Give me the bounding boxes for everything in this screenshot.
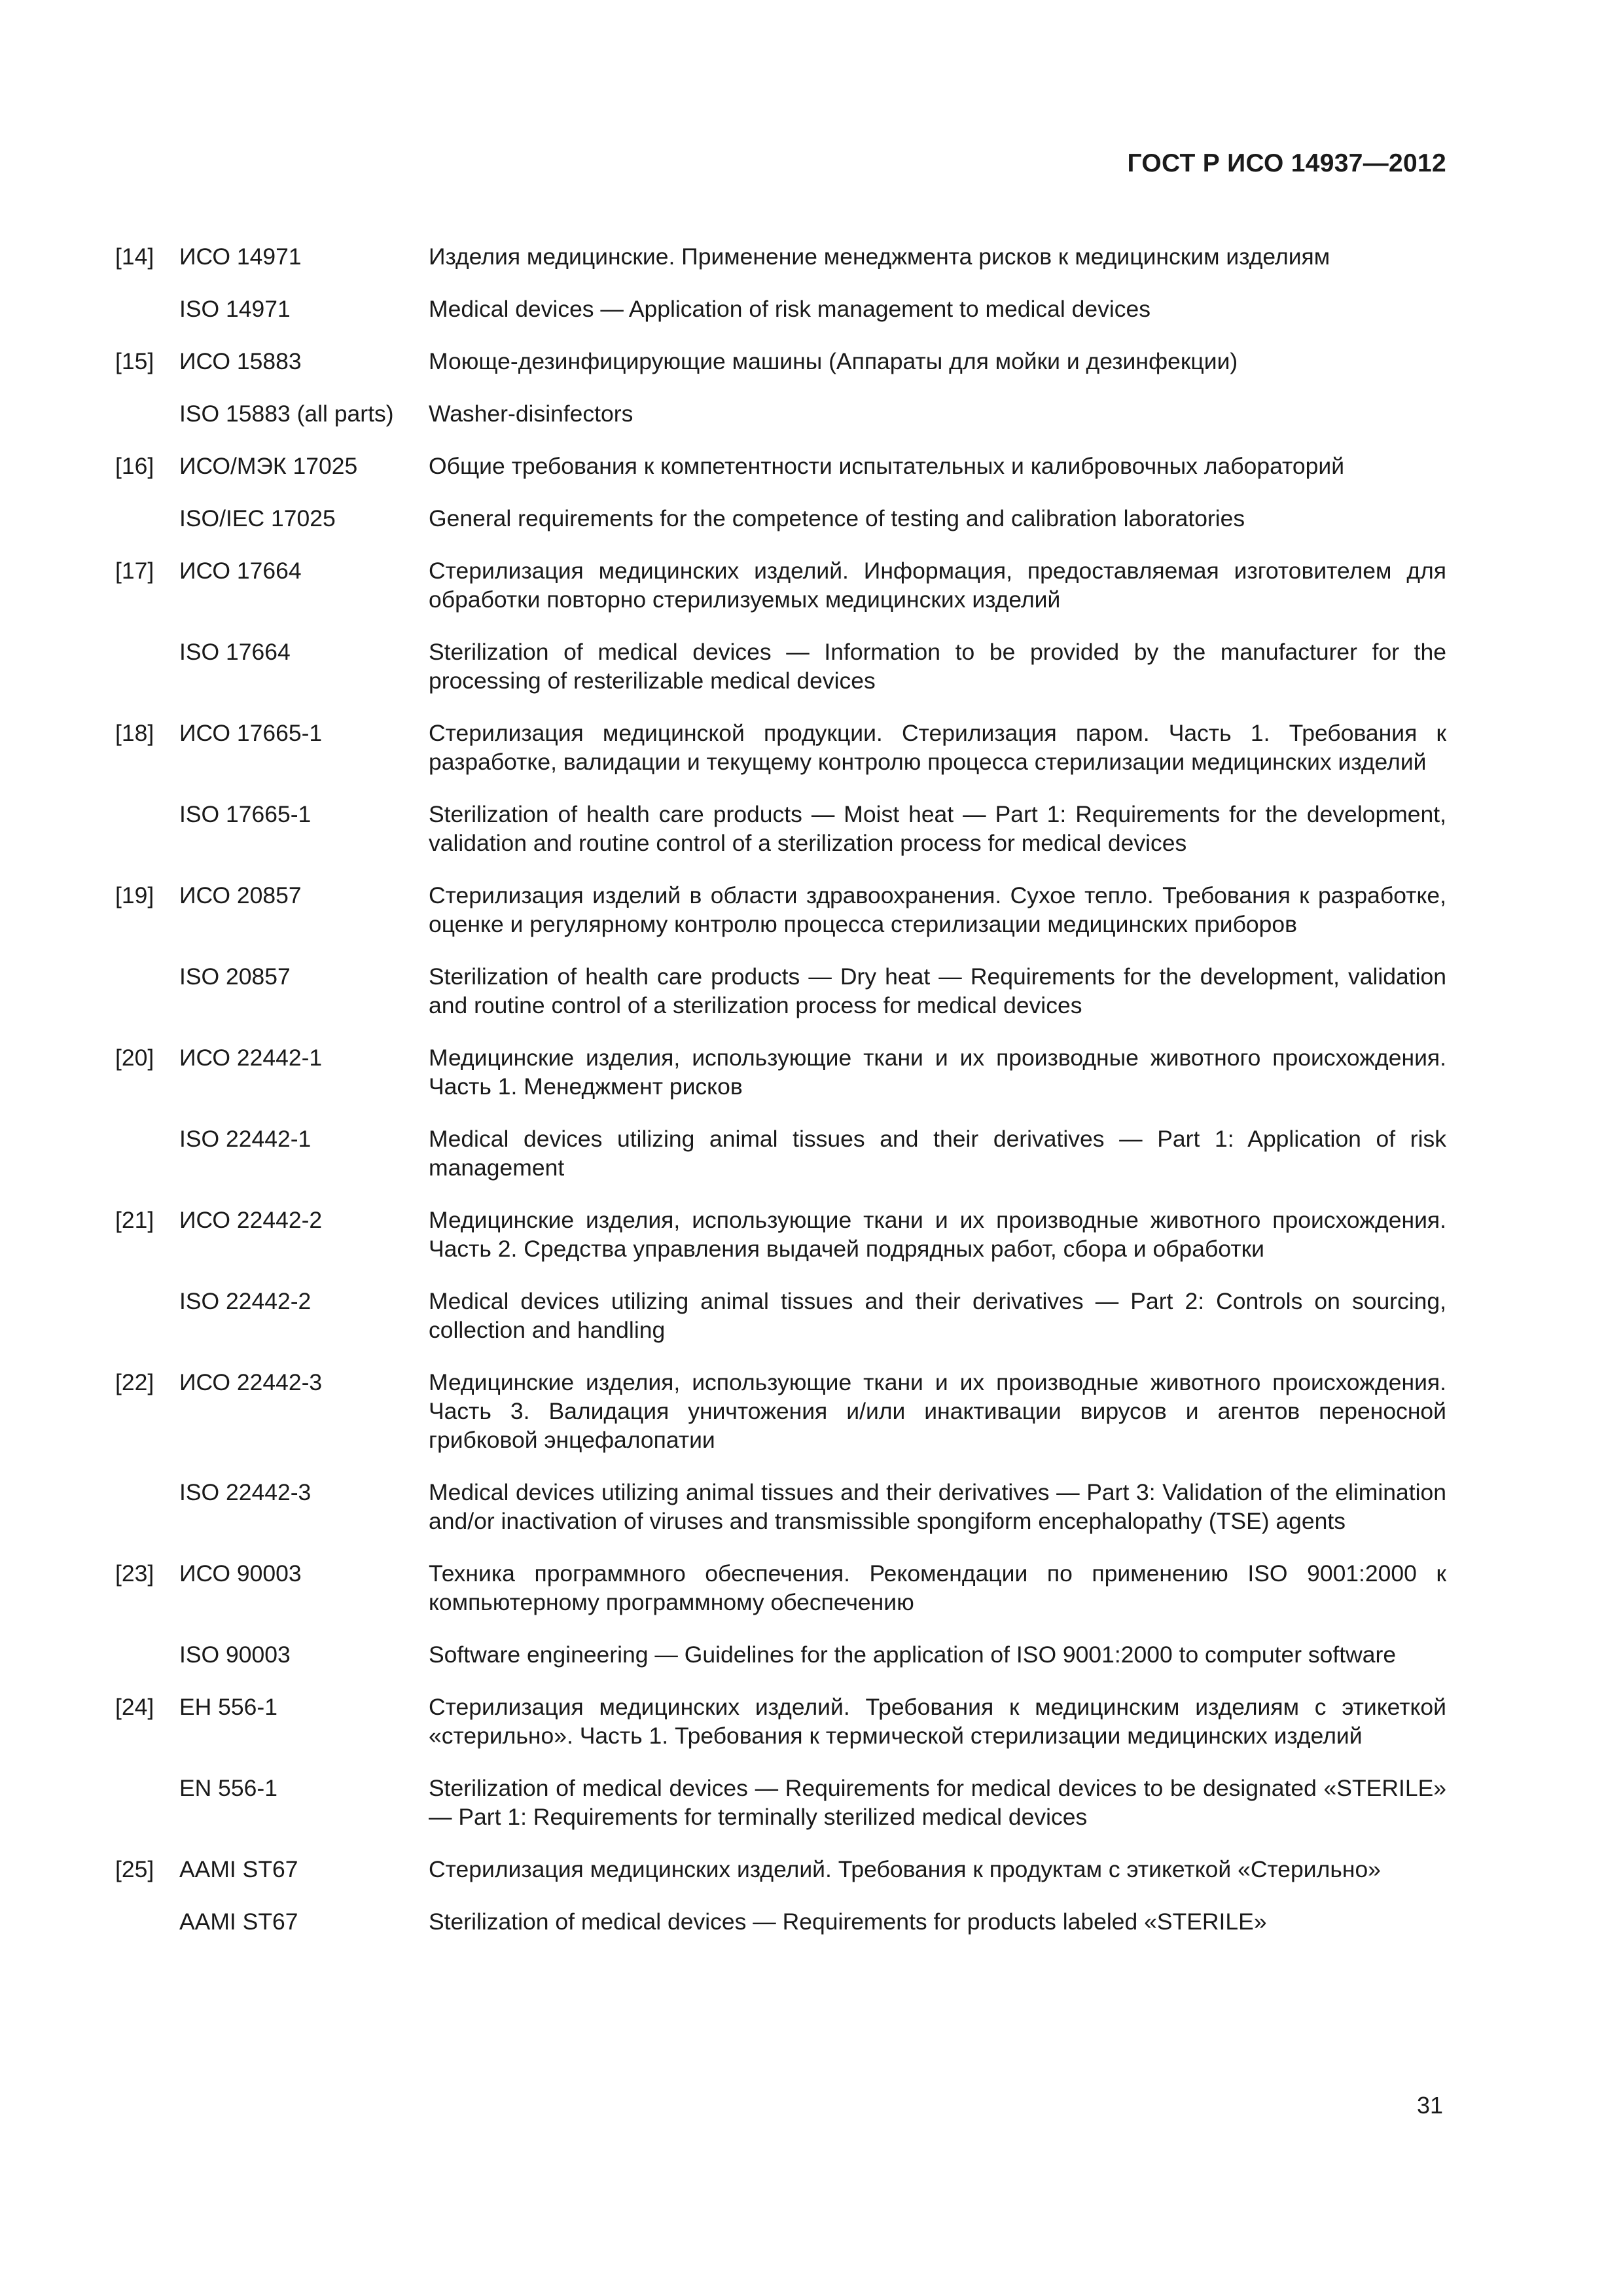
reference-number: [24] xyxy=(115,1694,154,1720)
reference-number: [17] xyxy=(115,558,154,584)
reference-row xyxy=(115,295,1446,323)
reference-number: [22] xyxy=(115,1369,154,1395)
reference-title: Стерилизация медицинской продукции. Стерилизация паром. Часть 1. Требования к разработке, валидации и текущему контролю процесса стерилизации медицинских изделий xyxy=(429,720,1446,775)
reference-row xyxy=(115,1368,1446,1454)
reference-number: [16] xyxy=(115,453,154,479)
reference-title: Стерилизация медицинских изделий. Информация, предоставляемая изготовителем для обработки повторно стерилизуемых медицинских изделий xyxy=(429,558,1446,613)
reference-title: Моюще-дезинфицирующие машины (Аппараты для мойки и дезинфекции) xyxy=(429,348,1238,374)
reference-code: ИСО 22442-2 xyxy=(179,1207,323,1233)
reference-title: Стерилизация медицинских изделий. Требования к медицинским изделиям с этикеткой «стерильно». Часть 1. Требования к термической стерилизации медицинских изделий xyxy=(429,1694,1446,1749)
reference-number: [14] xyxy=(115,243,154,270)
reference-title: Washer-disinfectors xyxy=(429,401,633,427)
reference-title: Sterilization of health care products — Moist heat — Part 1: Requirements for the development, validation and routine control of a sterilization process for medical devices xyxy=(429,801,1446,856)
reference-number: [15] xyxy=(115,348,154,374)
reference-code: ISO 22442-3 xyxy=(179,1479,312,1505)
reference-title: Software engineering — Guidelines for the application of ISO 9001:2000 to computer software xyxy=(429,1641,1397,1668)
reference-code: ИСО 17664 xyxy=(179,558,302,584)
reference-code: ISO 90003 xyxy=(179,1641,291,1668)
reference-title: Sterilization of health care products — Dry heat — Requirements for the development, validation and routine control of a sterilization process for medical devices xyxy=(429,963,1446,1018)
reference-code: ИСО 22442-3 xyxy=(179,1369,323,1395)
reference-title: General requirements for the competence of testing and calibration laboratories xyxy=(429,505,1245,531)
reference-row xyxy=(115,1774,1446,1831)
reference-code: ISO 15883 (all parts) xyxy=(179,401,394,427)
reference-title: Sterilization of medical devices — Requirements for products labeled «STERILE» xyxy=(429,1909,1267,1935)
reference-title: Стерилизация медицинских изделий. Требования к продуктам с этикеткой «Стерильно» xyxy=(429,1856,1381,1882)
reference-row xyxy=(115,800,1446,857)
reference-title: Medical devices utilizing animal tissues and their derivatives — Part 3: Validation of the elimination and/or inactivation of viruses and transmissible spongiform encephalopathy (TSE) agents xyxy=(429,1479,1446,1534)
reference-row xyxy=(115,1043,1446,1101)
reference-row xyxy=(115,1206,1446,1263)
reference-row xyxy=(115,962,1446,1020)
reference-title: Медицинские изделия, использующие ткани и их производные животного происхождения. Часть 2. Средства управления выдачей подрядных работ, сбора и обработки xyxy=(429,1207,1446,1262)
reference-code: ИСО 17665-1 xyxy=(179,720,323,746)
reference-row xyxy=(115,347,1446,376)
reference-code: ИСО 14971 xyxy=(179,243,302,270)
reference-code: ИСО 20857 xyxy=(179,882,302,908)
reference-code: AAMI ST67 xyxy=(179,1856,298,1882)
reference-row xyxy=(115,504,1446,533)
reference-row xyxy=(115,1640,1446,1669)
reference-code: ИСО 22442-1 xyxy=(179,1045,323,1071)
reference-row xyxy=(115,719,1446,776)
reference-row xyxy=(115,452,1446,480)
reference-code: ISO 17664 xyxy=(179,639,291,665)
page-number: 31 xyxy=(1416,2092,1443,2119)
reference-code: ISO 17665-1 xyxy=(179,801,312,827)
reference-number: [19] xyxy=(115,882,154,908)
reference-title: Изделия медицинские. Применение менеджмента рисков к медицинским изделиям xyxy=(429,243,1330,270)
reference-code: ИСО 15883 xyxy=(179,348,302,374)
reference-number: [21] xyxy=(115,1207,154,1233)
reference-row xyxy=(115,1855,1446,1884)
reference-code: ЕН 556-1 xyxy=(179,1694,277,1720)
reference-row xyxy=(115,242,1446,271)
reference-title: Sterilization of medical devices — Requirements for medical devices to be designated «STERILE» — Part 1: Requirements for terminally sterilized medical devices xyxy=(429,1775,1446,1830)
reference-row xyxy=(115,556,1446,614)
reference-row xyxy=(115,1478,1446,1535)
reference-title: Medical devices utilizing animal tissues and their derivatives — Part 1: Application of risk management xyxy=(429,1126,1446,1181)
reference-code: ISO 14971 xyxy=(179,296,291,322)
reference-code: ISO/IEC 17025 xyxy=(179,505,336,531)
reference-title: Медицинские изделия, использующие ткани и их производные животного происхождения. Часть 1. Менеджмент рисков xyxy=(429,1045,1446,1100)
reference-code: EN 556-1 xyxy=(179,1775,277,1801)
reference-row xyxy=(115,881,1446,939)
reference-title: Общие требования к компетентности испытательных и калибровочных лабораторий xyxy=(429,453,1345,479)
reference-code: ISO 22442-2 xyxy=(179,1288,312,1314)
reference-code: ISO 20857 xyxy=(179,963,291,990)
reference-row xyxy=(115,1559,1446,1617)
reference-number: [18] xyxy=(115,720,154,746)
reference-code: ИСО/МЭК 17025 xyxy=(179,453,358,479)
reference-title: Медицинские изделия, использующие ткани и их производные животного происхождения. Часть 3. Валидация уничтожения и/или инактивации вирусов и агентов переносной грибковой энцефалопатии xyxy=(429,1369,1446,1453)
reference-title: Техника программного обеспечения. Рекомендации по применению ISO 9001:2000 к компьютерному программному обеспечению xyxy=(429,1560,1446,1615)
reference-code: ISO 22442-1 xyxy=(179,1126,312,1152)
reference-number: [20] xyxy=(115,1045,154,1071)
reference-title: Стерилизация изделий в области здравоохранения. Сухое тепло. Требования к разработке, оценке и регулярному контролю процесса стерилизации медицинских приборов xyxy=(429,882,1446,937)
reference-title: Medical devices — Application of risk management to medical devices xyxy=(429,296,1150,322)
reference-row xyxy=(115,637,1446,695)
reference-title: Medical devices utilizing animal tissues and their derivatives — Part 2: Controls on sourcing, collection and handling xyxy=(429,1288,1446,1343)
reference-row xyxy=(115,1287,1446,1344)
reference-number: [23] xyxy=(115,1560,154,1587)
reference-code: AAMI ST67 xyxy=(179,1909,298,1935)
reference-row xyxy=(115,1124,1446,1182)
reference-code: ИСО 90003 xyxy=(179,1560,302,1587)
reference-title: Sterilization of medical devices — Information to be provided by the manufacturer for the processing of resterilizable medical devices xyxy=(429,639,1446,694)
reference-row xyxy=(115,1907,1446,1936)
reference-row xyxy=(115,1693,1446,1750)
bibliography-list xyxy=(115,242,1446,1960)
standard-designation: ГОСТ Р ИСО 14937—2012 xyxy=(1127,149,1446,177)
reference-number: [25] xyxy=(115,1856,154,1882)
reference-row xyxy=(115,399,1446,428)
